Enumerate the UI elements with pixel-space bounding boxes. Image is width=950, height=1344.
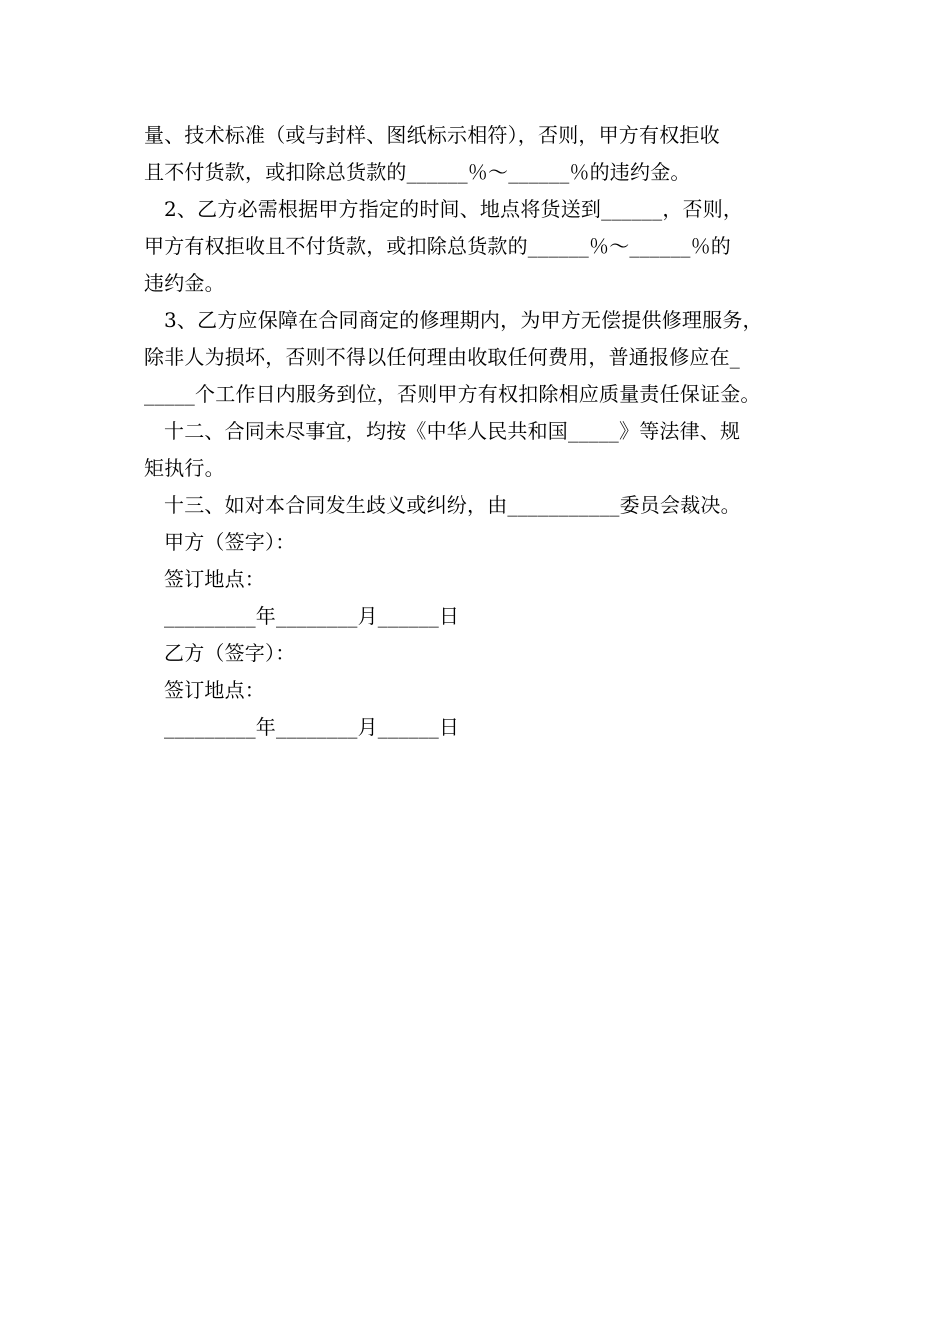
clause-3-line-3: _____个工作日内服务到位，否则甲方有权扣除相应质量责任保证金。 <box>144 382 761 406</box>
clause-3-line-2: 除非人为损坏，否则不得以任何理由收取任何费用，普通报修应在_ <box>144 345 740 369</box>
clause-2-line-3: 违约金。 <box>144 271 225 295</box>
party-a-signing-place: 签订地点： <box>164 567 265 591</box>
article-12-line-2: 矩执行。 <box>144 456 225 480</box>
clause-2-line-1: 2、乙方必需根据甲方指定的时间、地点将货送到______，否则， <box>164 197 744 221</box>
article-13-line: 十三、如对本合同发生歧义或纠纷，由___________委员会裁决。 <box>164 493 741 517</box>
party-a-date: _________年________月______日 <box>164 604 460 628</box>
article-12-line-1: 十二、合同未尽事宜，均按《中华人民共和国_____》等法律、规 <box>164 419 741 443</box>
party-b-signing-place: 签订地点： <box>164 678 265 702</box>
party-a-signature: 甲方（签字）： <box>164 530 296 554</box>
party-b-signature: 乙方（签字）： <box>164 641 296 665</box>
party-b-date: _________年________月______日 <box>164 715 460 739</box>
clause-3-line-1: 3、乙方应保障在合同商定的修理期内，为甲方无偿提供修理服务， <box>164 308 763 332</box>
text-line-1: 量、技术标准（或与封样、图纸标示相符），否则，甲方有权拒收 <box>144 123 720 147</box>
document-page <box>144 117 824 746</box>
text-line-2: 且不付货款，或扣除总货款的______％～______％的违约金。 <box>144 160 691 184</box>
clause-2-line-2: 甲方有权拒收且不付货款，或扣除总货款的______％～______％的 <box>144 234 731 258</box>
